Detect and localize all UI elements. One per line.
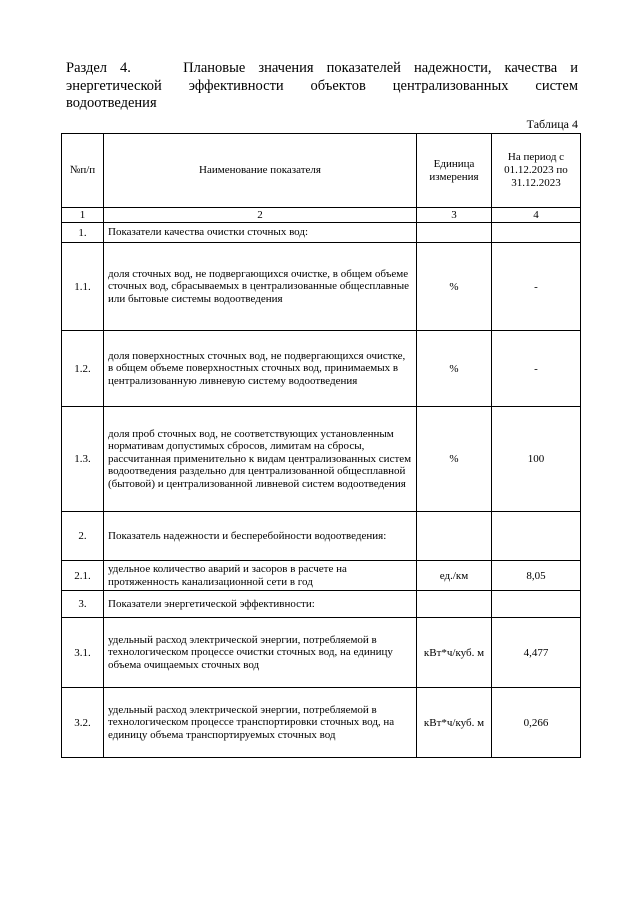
row-value: 100 (492, 407, 581, 512)
table-header-row (62, 134, 581, 208)
row-num: 1. (62, 223, 104, 243)
row-unit (417, 512, 492, 561)
header-name: Наименование показателя (104, 134, 417, 208)
row-unit: % (417, 331, 492, 407)
table-row (62, 331, 581, 407)
index-cell: 3 (417, 208, 492, 223)
row-name: Показатель надежности и бесперебойности водоотведения: (104, 512, 417, 561)
table-row (62, 561, 581, 591)
row-num: 2. (62, 512, 104, 561)
table-row (62, 407, 581, 512)
row-value (492, 512, 581, 561)
table-row (62, 618, 581, 688)
row-unit: % (417, 243, 492, 331)
row-value: 4,477 (492, 618, 581, 688)
row-value: - (492, 243, 581, 331)
indicators-table (61, 133, 581, 758)
row-name: Показатели энергетической эффективности: (104, 591, 417, 618)
section-heading: Раздел 4. Плановые значения показателей надежности, качества и энергетической эффективности объектов централизованных систем водоотведения (66, 60, 578, 111)
row-num: 3.2. (62, 688, 104, 758)
index-cell: 4 (492, 208, 581, 223)
row-value: 8,05 (492, 561, 581, 591)
column-index-row (62, 208, 581, 223)
row-num: 3. (62, 591, 104, 618)
row-unit: % (417, 407, 492, 512)
row-name: Показатели качества очистки сточных вод: (104, 223, 417, 243)
row-unit: кВт*ч/куб. м (417, 618, 492, 688)
table-row (62, 243, 581, 331)
table-caption: Таблица 4 (526, 117, 578, 131)
row-name: доля поверхностных сточных вод, не подвергающихся очистке, в общем объеме поверхностных сточных вод, принимаемых в централизованную ливневую систему водоотведения (104, 331, 417, 407)
row-unit: ед./км (417, 561, 492, 591)
row-unit: кВт*ч/куб. м (417, 688, 492, 758)
row-unit (417, 223, 492, 243)
row-num: 3.1. (62, 618, 104, 688)
row-value: - (492, 331, 581, 407)
header-num: №п/п (62, 134, 104, 208)
row-num: 2.1. (62, 561, 104, 591)
row-value: 0,266 (492, 688, 581, 758)
header-period: На период с 01.12.2023 по 31.12.2023 (492, 134, 581, 208)
row-name: удельный расход электрической энергии, потребляемой в технологическом процессе транспортировки сточных вод, на единицу объема транспортируемых сточных вод (104, 688, 417, 758)
table-row (62, 591, 581, 618)
row-unit (417, 591, 492, 618)
table-row (62, 688, 581, 758)
row-name: удельный расход электрической энергии, потребляемой в технологическом процессе очистки сточных вод, на единицу объема очищаемых сточных вод (104, 618, 417, 688)
row-num: 1.1. (62, 243, 104, 331)
index-cell: 2 (104, 208, 417, 223)
header-unit: Единица измерения (417, 134, 492, 208)
table-row (62, 512, 581, 561)
table-row (62, 223, 581, 243)
row-value (492, 591, 581, 618)
row-value (492, 223, 581, 243)
row-name: доля сточных вод, не подвергающихся очистке, в общем объеме сточных вод, сбрасываемых в централизованные общесплавные или бытовые системы водоотведения (104, 243, 417, 331)
row-name: доля проб сточных вод, не соответствующих установленным нормативам допустимых сбросов, лимитам на сбросы, рассчитанная применительно к видам централизованных систем водоотведения раздельно для централизованной общесплавной (бытовой) и централизованной ливневой систем водоотведения (104, 407, 417, 512)
row-num: 1.2. (62, 331, 104, 407)
row-num: 1.3. (62, 407, 104, 512)
row-name: удельное количество аварий и засоров в расчете на протяженность канализационной сети в год (104, 561, 417, 591)
index-cell: 1 (62, 208, 104, 223)
